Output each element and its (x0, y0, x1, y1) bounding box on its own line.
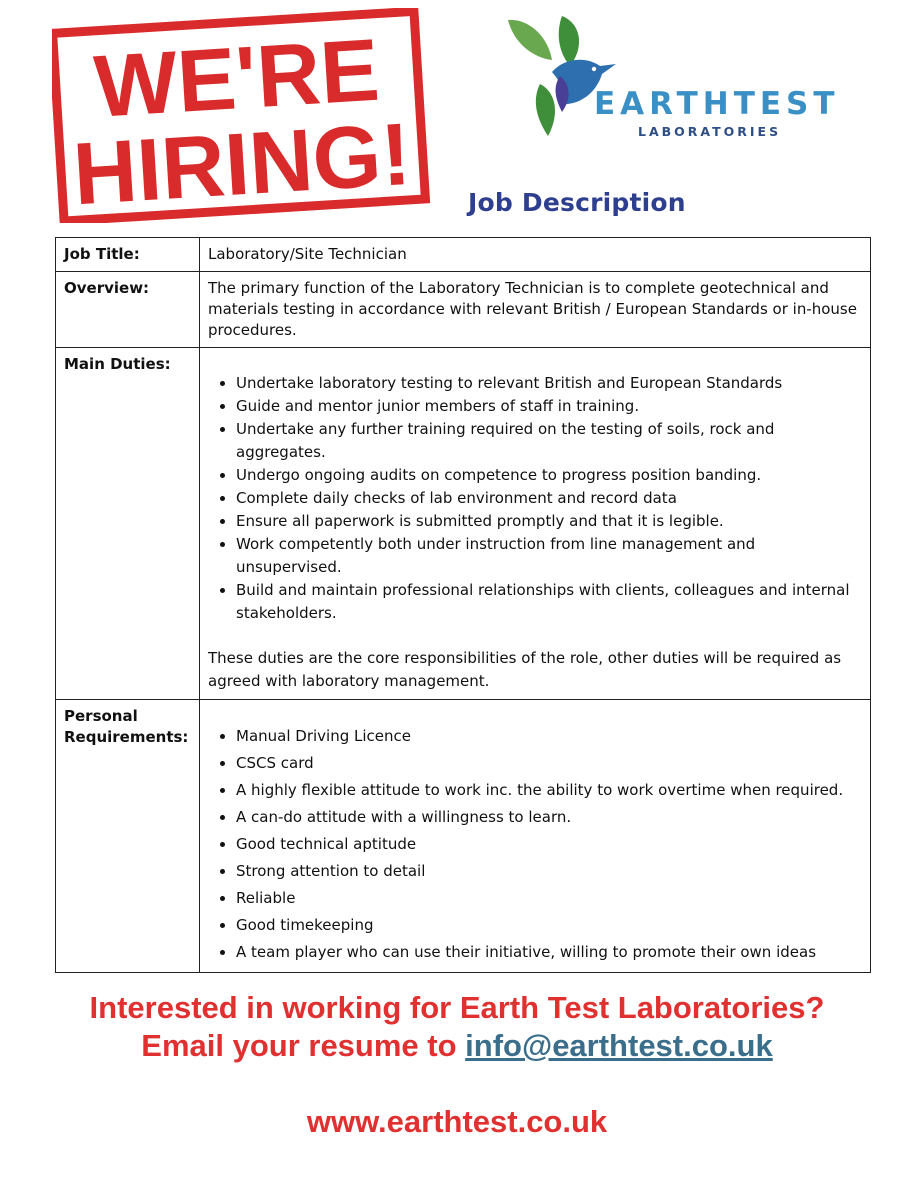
list-item: • A team player who can use their initiative, willing to promote their own ideas (236, 939, 862, 966)
list-item: • Undertake laboratory testing to relevant British and European Standards (236, 372, 862, 395)
list-item: • Manual Driving Licence (236, 723, 862, 750)
duties-note: These duties are the core responsibilities of the role, other duties will be required as agreed with laboratory management. (208, 649, 842, 690)
list-item: • CSCS card (236, 750, 862, 777)
duties-list (208, 372, 862, 625)
job-title-value: Laboratory/Site Technician (200, 238, 871, 272)
website-link[interactable]: www.earthtest.co.uk (306, 1104, 608, 1139)
list-item: • A highly flexible attitude to work inc. the ability to work overtime when required. (236, 777, 862, 804)
job-title-label: Job Title: (56, 238, 200, 272)
logo-name: EARTHTEST (594, 86, 840, 122)
earthtest-logo (500, 14, 845, 149)
list-item: • Strong attention to detail (236, 858, 862, 885)
requirements-label: Personal Requirements: (56, 700, 200, 973)
duties-cell (200, 348, 871, 700)
duties-label: Main Duties: (56, 348, 200, 700)
list-item: • Undertake any further training required on the testing of soils, rock and aggregates. (236, 418, 862, 464)
list-item: • Undergo ongoing audits on competence to progress position banding. (236, 464, 862, 487)
page-title: Job Description (468, 188, 686, 217)
cta-email-prefix: Email your resume to (141, 1028, 466, 1063)
list-item: • Build and maintain professional relationships with clients, colleagues and internal stakeholders. (236, 579, 862, 625)
requirements-list (208, 723, 862, 966)
list-item: • Work competently both under instruction from line management and unsupervised. (236, 533, 862, 579)
email-link[interactable]: info@earthtest.co.uk (465, 1028, 773, 1063)
table-row (56, 272, 871, 348)
cta-line-2 (0, 1028, 914, 1064)
table-row (56, 348, 871, 700)
overview-value: The primary function of the Laboratory Technician is to complete geotechnical and materials testing in accordance with relevant British / European Standards or in-house procedures. (200, 272, 871, 348)
logo-subtitle: LABORATORIES (638, 124, 782, 139)
table-row (56, 238, 871, 272)
job-description-table (55, 237, 871, 973)
stamp-line-2: HIRING! (70, 103, 414, 223)
list-item: • Complete daily checks of lab environment and record data (236, 487, 862, 510)
list-item: • Good technical aptitude (236, 831, 862, 858)
requirements-cell (200, 700, 871, 973)
list-item: • A can-do attitude with a willingness to learn. (236, 804, 862, 831)
cta-line-1: Interested in working for Earth Test Laboratories? (89, 990, 825, 1025)
list-item: • Guide and mentor junior members of staff in training. (236, 395, 862, 418)
hiring-stamp (52, 8, 432, 223)
list-item: • Reliable (236, 885, 862, 912)
list-item: • Ensure all paperwork is submitted promptly and that it is legible. (236, 510, 862, 533)
list-item: • Good timekeeping (236, 912, 862, 939)
stamp-line-1: WE'RE (91, 19, 382, 136)
table-row (56, 700, 871, 973)
overview-label: Overview: (56, 272, 200, 348)
